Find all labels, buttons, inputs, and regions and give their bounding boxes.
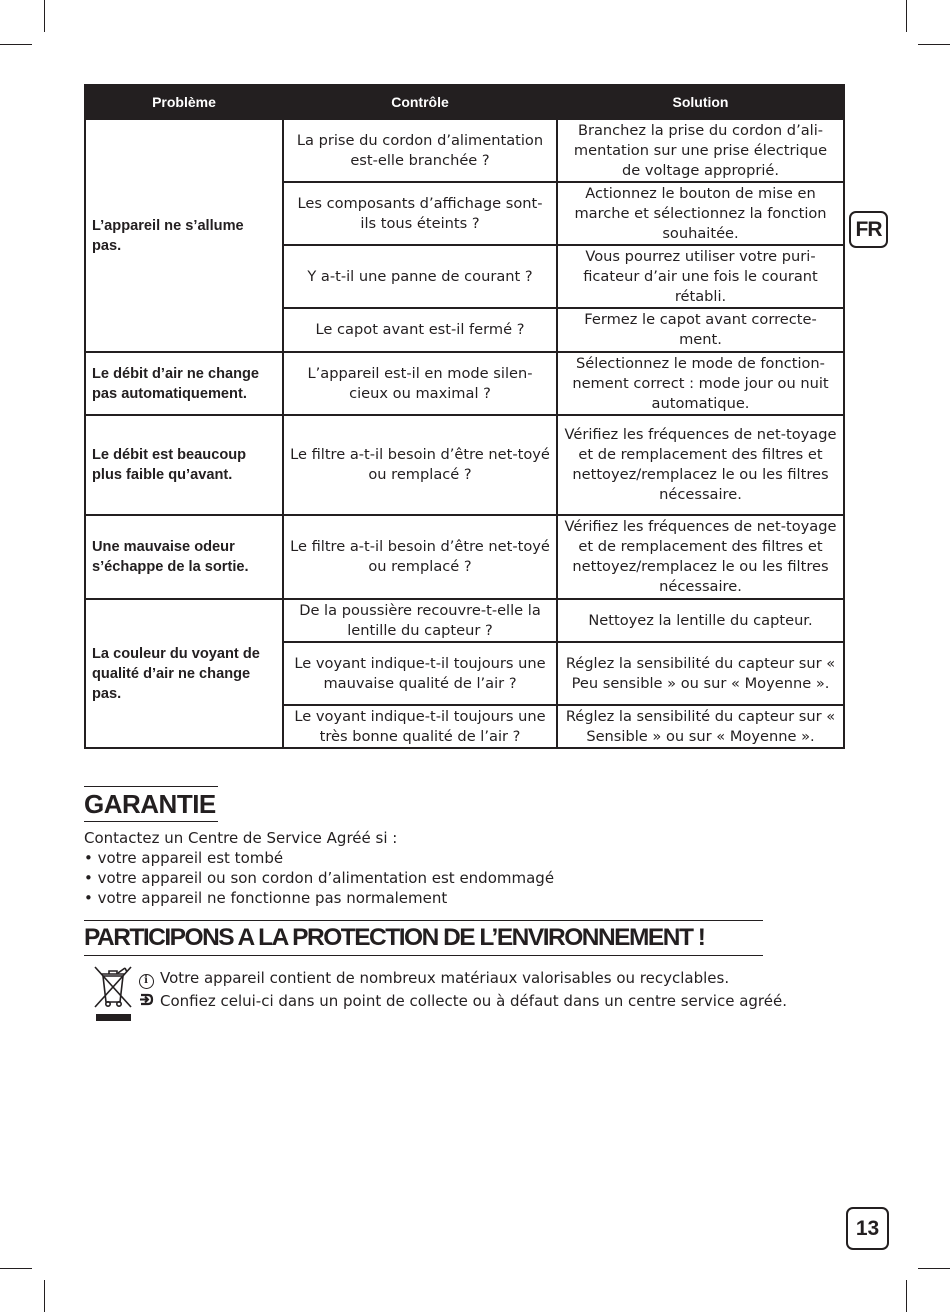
problem-cell: Le débit d’air ne change pas automatiquement. [85, 352, 283, 415]
language-badge: FR [849, 211, 888, 248]
list-item: • votre appareil ne fonctionne pas normalement [84, 888, 554, 908]
crop-mark [44, 1280, 45, 1312]
check-cell: Le voyant indique-t-il toujours une mauvaise qualité de l’air ? [283, 642, 557, 705]
env-info-line [137, 968, 729, 989]
problem-cell: Le débit est beaucoup plus faible qu’avant. [85, 415, 283, 515]
solution-cell: Nettoyez la lentille du capteur. [557, 599, 844, 642]
solution-cell: Fermez le capot avant correcte-ment. [557, 308, 844, 352]
solution-cell: Actionnez le bouton de mise en marche et sélectionnez la fonction souhaitée. [557, 182, 844, 245]
garantie-list [84, 848, 554, 908]
env-line-text: Confiez celui-ci dans un point de collecte ou à défaut dans un centre service agréé. [160, 992, 787, 1010]
troubleshooting-table [84, 84, 845, 749]
table-row [85, 119, 844, 182]
header-solution: Solution [557, 85, 844, 119]
environment-title: PARTICIPONS A LA PROTECTION DE L’ENVIRONNEMENT ! [84, 920, 763, 956]
garantie-title: GARANTIE [84, 786, 218, 822]
crop-mark [0, 44, 32, 45]
problem-cell: La couleur du voyant de qualité d’air ne change pas. [85, 599, 283, 748]
check-cell: Le filtre a-t-il besoin d’être net-toyé ou remplacé ? [283, 515, 557, 599]
crop-mark [906, 0, 907, 32]
crossed-bin-icon [92, 964, 134, 1024]
problem-cell: Une mauvaise odeur s’échappe de la sortie. [85, 515, 283, 599]
page-number: 13 [846, 1207, 889, 1250]
problem-cell: L’appareil ne s’allume pas. [85, 119, 283, 352]
check-cell: Le capot avant est-il fermé ? [283, 308, 557, 352]
crop-mark [918, 1268, 950, 1269]
table-header-row [85, 85, 844, 119]
crop-mark [918, 44, 950, 45]
solution-cell: Réglez la sensibilité du capteur sur « Sensible » ou sur « Moyenne ». [557, 705, 844, 748]
check-cell: L’appareil est-il en mode silen-cieux ou maximal ? [283, 352, 557, 415]
solution-cell: Vérifiez les fréquences de net-toyage et de remplacement des filtres et nettoyez/remplacez le ou les filtres nécessaire. [557, 415, 844, 515]
check-cell: Le voyant indique-t-il toujours une très bonne qualité de l’air ? [283, 705, 557, 748]
check-cell: La prise du cordon d’alimentation est-elle branchée ? [283, 119, 557, 182]
crop-mark [0, 1268, 32, 1269]
garantie-intro: Contactez un Centre de Service Agréé si : [84, 829, 398, 847]
solution-cell: Branchez la prise du cordon d’ali-mentation sur une prise électrique de voltage approprié. [557, 119, 844, 182]
list-item: • votre appareil ou son cordon d’alimentation est endommagé [84, 868, 554, 888]
header-controle: Contrôle [283, 85, 557, 119]
check-cell: Y a-t-il une panne de courant ? [283, 245, 557, 308]
check-cell: De la poussière recouvre-t-elle la lentille du capteur ? [283, 599, 557, 642]
arrow-right-icon [137, 991, 155, 1011]
table-row [85, 352, 844, 415]
header-probleme: Problème [85, 85, 283, 119]
check-cell: Les composants d’affichage sont-ils tous éteints ? [283, 182, 557, 245]
solution-cell: Réglez la sensibilité du capteur sur « Peu sensible » ou sur « Moyenne ». [557, 642, 844, 705]
crop-mark [44, 0, 45, 32]
table-row [85, 415, 844, 515]
info-circle-icon: i [137, 968, 155, 989]
table-row [85, 515, 844, 599]
crop-mark [906, 1280, 907, 1312]
list-item: • votre appareil est tombé [84, 848, 554, 868]
env-arrow-line [137, 991, 787, 1011]
solution-cell: Sélectionnez le mode de fonction-nement correct : mode jour ou nuit automatique. [557, 352, 844, 415]
solution-cell: Vérifiez les fréquences de net-toyage et de remplacement des filtres et nettoyez/remplacez le ou les filtres nécessaire. [557, 515, 844, 599]
solution-cell: Vous pourrez utiliser votre puri-ficateur d’air une fois le courant rétabli. [557, 245, 844, 308]
env-line-text: Votre appareil contient de nombreux matériaux valorisables ou recyclables. [160, 969, 730, 988]
table-row [85, 599, 844, 642]
check-cell: Le filtre a-t-il besoin d’être net-toyé ou remplacé ? [283, 415, 557, 515]
